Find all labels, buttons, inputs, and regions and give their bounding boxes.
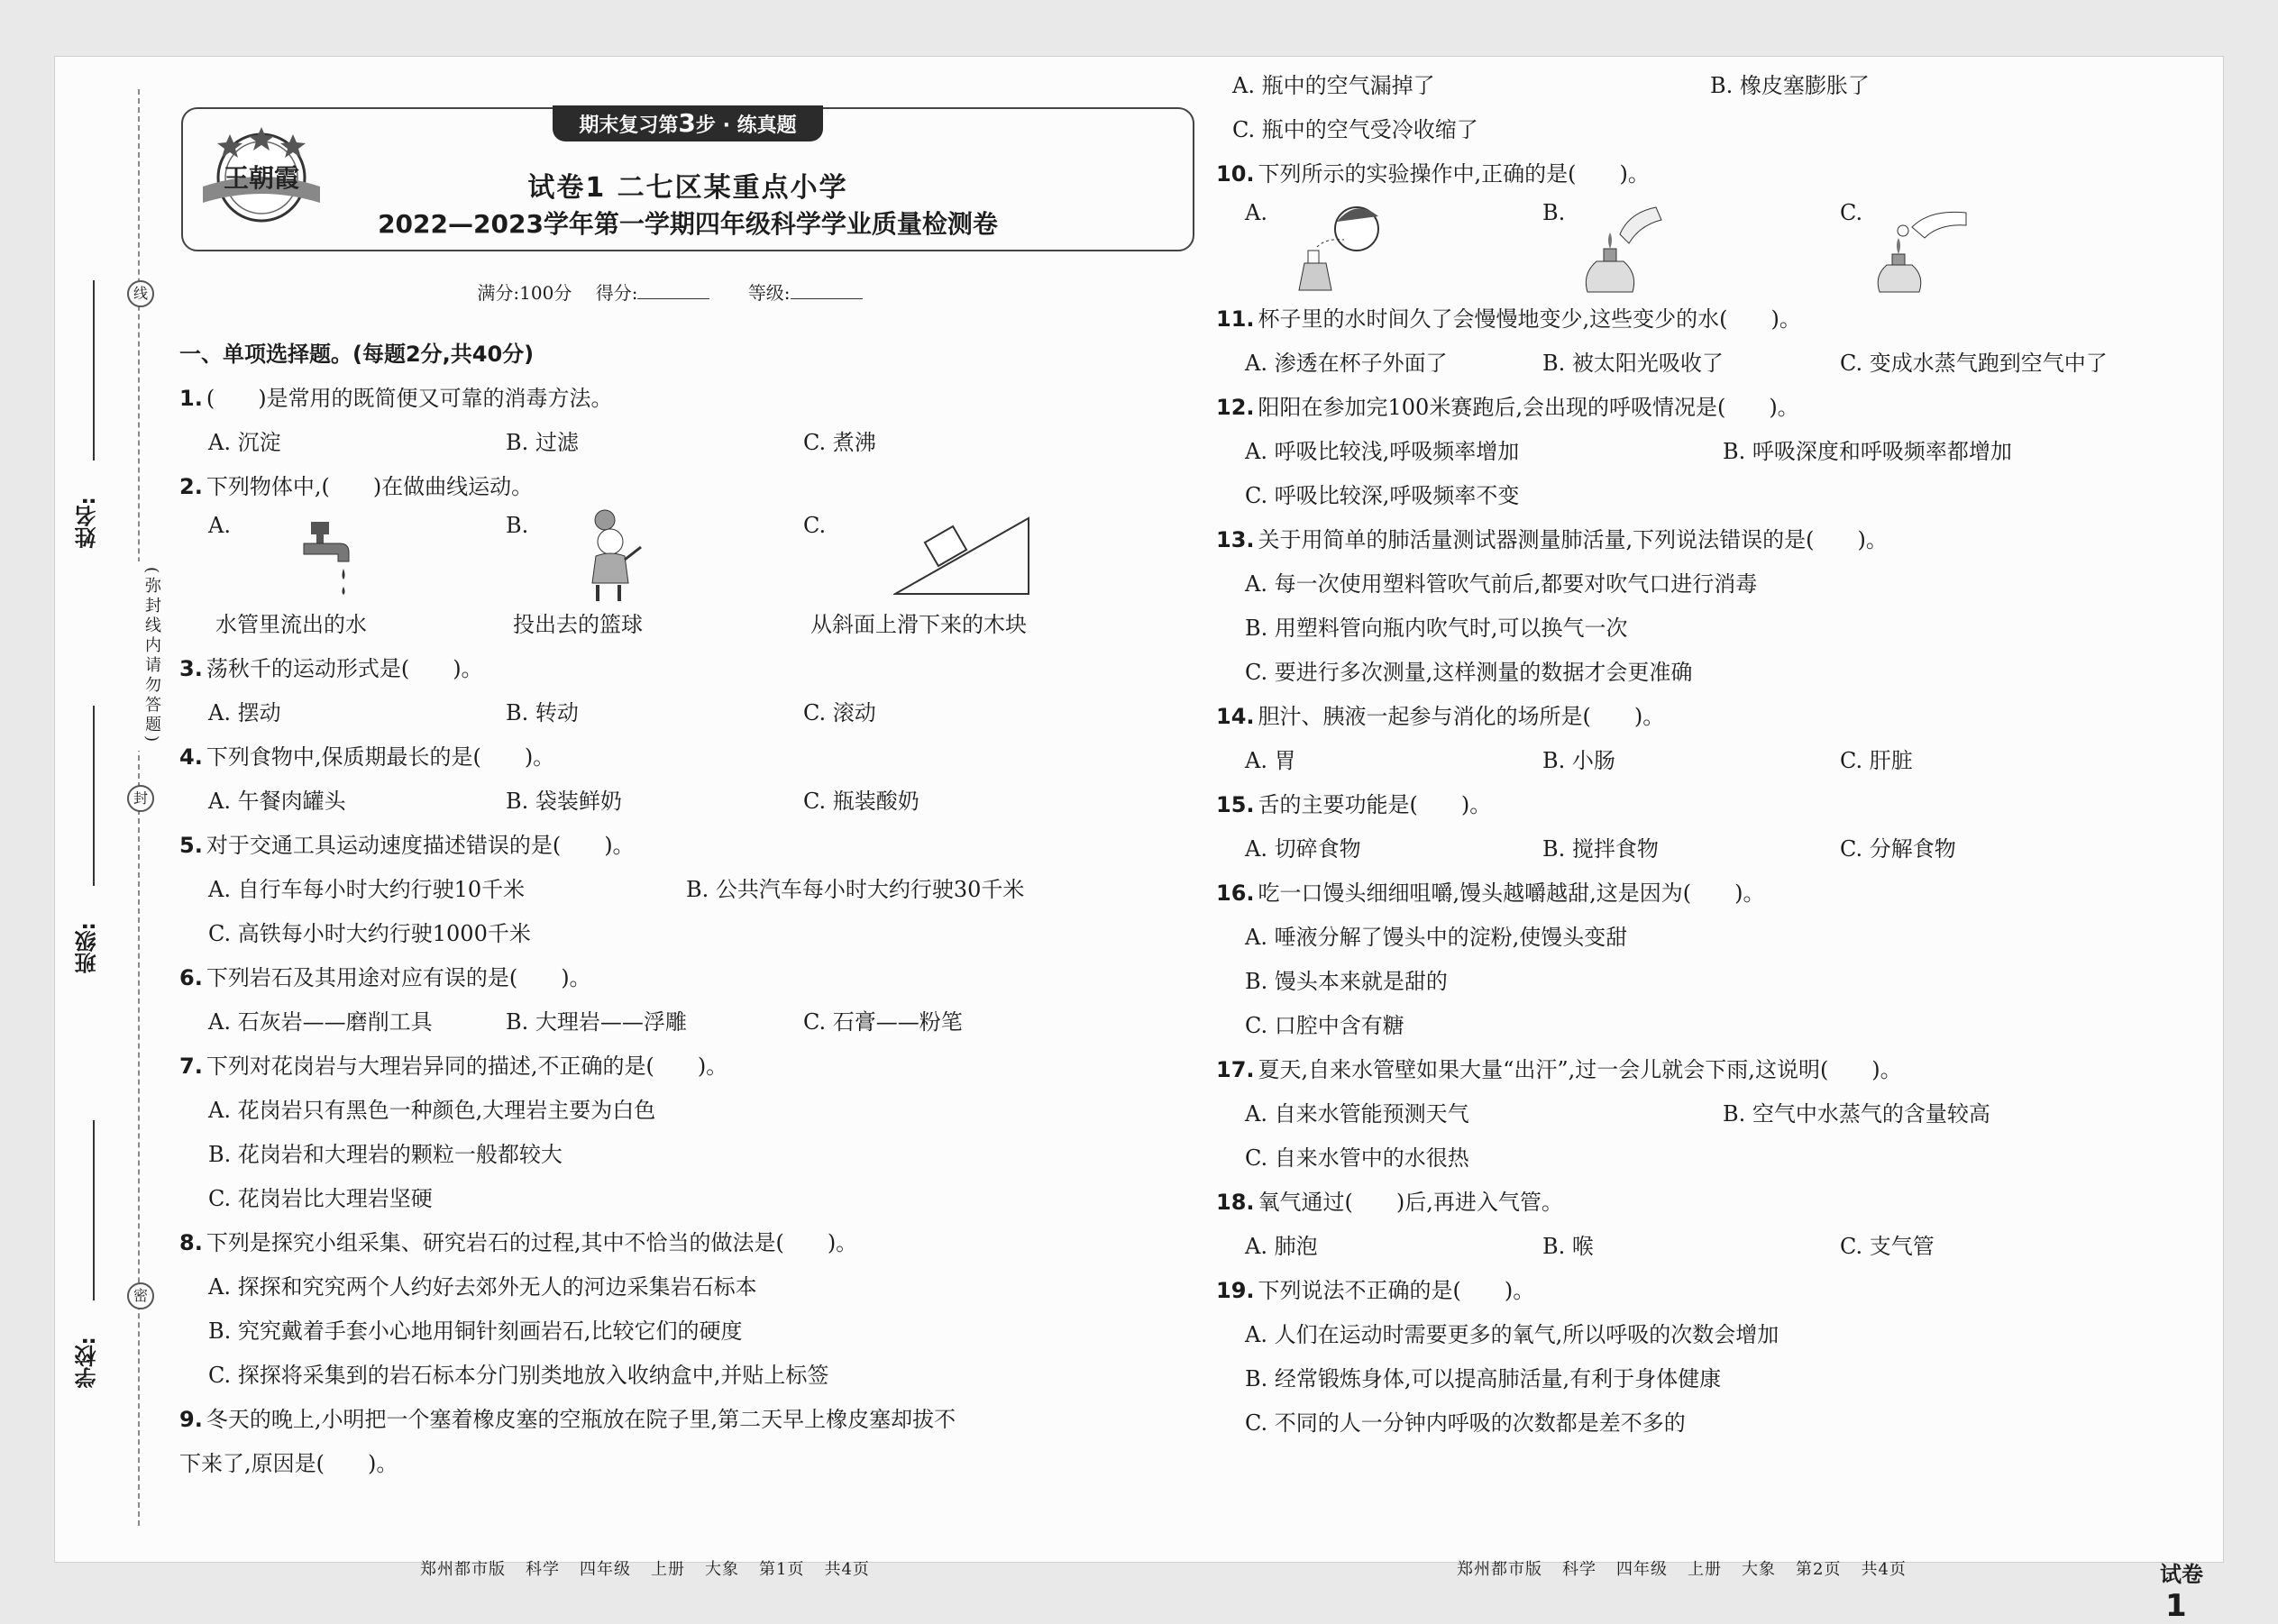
option-b[interactable]: B. 喉	[1542, 1234, 1594, 1259]
full-score: 满分:100分	[477, 282, 572, 304]
question-text: 吃一口馒头细细咀嚼,馒头越嚼越甜,这是因为( )。	[1258, 880, 1765, 906]
seal-char: 线	[127, 280, 154, 307]
binding-margin	[55, 57, 181, 1562]
question-text: 氧气通过( )后,再进入气管。	[1258, 1190, 1563, 1215]
question-3	[179, 647, 1189, 691]
question-9	[179, 1398, 1189, 1442]
name-field[interactable]	[71, 497, 116, 549]
option-c[interactable]: C. 探探将采集到的岩石标本分门别类地放入收纳盒中,并贴上标签	[208, 1363, 829, 1388]
score-blank[interactable]	[637, 298, 709, 299]
footer-item: 第2页	[1796, 1560, 1842, 1579]
options	[1216, 739, 2217, 783]
question-text: 下列说法不正确的是( )。	[1258, 1278, 1535, 1303]
footer-item: 第1页	[759, 1560, 805, 1579]
question-text: 胆汁、胰液一起参与消化的场所是( )。	[1258, 704, 1665, 729]
question-number: 19.	[1216, 1278, 1255, 1303]
exam-header	[181, 107, 1194, 251]
option-a[interactable]: A. 每一次使用塑料管吹气前后,都要对吹气口进行消毒	[1245, 571, 1758, 597]
option-c[interactable]: C. 瓶中的空气受冷收缩了	[1232, 117, 1478, 142]
option-b[interactable]: B. 橡皮塞膨胀了	[1710, 73, 1870, 98]
question-11	[1216, 297, 2217, 342]
option-a[interactable]: A. 自行车每小时大约行驶10千米	[208, 877, 526, 902]
question-number: 9.	[179, 1407, 203, 1432]
paper-label-text: 试卷	[2160, 1562, 2203, 1587]
seal-char: 封	[127, 785, 154, 812]
options	[179, 691, 1189, 735]
question-2	[179, 465, 1189, 509]
question-19	[1216, 1269, 2217, 1313]
question-number: 8.	[179, 1230, 203, 1255]
option-c[interactable]: C. 支气管	[1840, 1234, 1935, 1259]
score-label: 得分:	[595, 282, 638, 304]
option-b[interactable]	[1542, 196, 1840, 290]
option-label: A.	[1245, 200, 1267, 225]
review-step-tag	[553, 105, 823, 141]
option-a[interactable]: A. 石灰岩——磨削工具	[208, 1009, 433, 1035]
footer-item: 四年级	[1616, 1560, 1668, 1579]
option-b[interactable]: B. 空气中水蒸气的含量较高	[1723, 1101, 1990, 1127]
binding-note: (弥封线内请勿答题)	[118, 561, 163, 751]
seal-char: 密	[127, 1282, 154, 1309]
option-b[interactable]: B. 公共汽车每小时大约行驶30千米	[686, 877, 1025, 902]
class-label: 班级:	[75, 922, 100, 974]
question-14	[1216, 695, 2217, 739]
option-a[interactable]: A. 胃	[1245, 748, 1296, 773]
options	[179, 780, 1189, 824]
option-label: B.	[1542, 200, 1566, 225]
question-number: 14.	[1216, 704, 1255, 729]
question-number: 2.	[179, 474, 203, 499]
school-field[interactable]	[71, 1337, 116, 1389]
question-5	[179, 824, 1189, 868]
option-c[interactable]: C. 口腔中含有糖	[1245, 1013, 1404, 1038]
question-text: 关于用简单的肺活量测试器测量肺活量,下列说法错误的是( )。	[1258, 527, 1888, 552]
question-text: 下列岩石及其用途对应有误的是( )。	[206, 965, 591, 990]
option-c[interactable]: C. 滚动	[803, 700, 876, 725]
caption: 水管里流出的水	[215, 612, 367, 637]
option-b[interactable]: B. 小肠	[1542, 748, 1615, 773]
left-column	[179, 333, 1189, 1486]
right-column	[1216, 64, 2217, 1446]
question-text: 夏天,自来水管壁如果大量“出汗”,过一会儿就会下雨,这说明( )。	[1258, 1057, 1902, 1082]
option-b[interactable]	[506, 509, 803, 603]
option-c[interactable]: C. 要进行多次测量,这样测量的数据才会更准确	[1245, 660, 1693, 685]
exam-paper	[54, 56, 2224, 1624]
footer-item: 四年级	[580, 1560, 631, 1579]
option-a[interactable]: A. 自来水管能预测天气	[1245, 1101, 1469, 1127]
footer-item: 上册	[1688, 1560, 1722, 1579]
question-10	[1216, 152, 2217, 196]
class-field[interactable]	[71, 922, 116, 974]
options	[179, 421, 1189, 465]
question-17	[1216, 1048, 2217, 1092]
option-c[interactable]: C. 分解食物	[1840, 836, 1956, 862]
lamp-cap-icon	[1867, 200, 1975, 296]
question-text: ( )是常用的既简便又可靠的消毒方法。	[206, 386, 613, 411]
option-c[interactable]: C. 石膏——粉笔	[803, 1009, 963, 1035]
grade-blank[interactable]	[791, 298, 863, 299]
footer-item: 上册	[651, 1560, 685, 1579]
option-label: A.	[208, 513, 231, 538]
question-15	[1216, 783, 2217, 827]
question-2-captions	[179, 603, 1189, 647]
question-text: 冬天的晚上,小明把一个塞着橡皮塞的空瓶放在院子里,第二天早上橡皮塞却拔不	[206, 1407, 956, 1432]
grade-label: 等级:	[747, 282, 791, 304]
tag-suffix: 步 · 练真题	[695, 114, 797, 137]
question-number: 7.	[179, 1054, 203, 1079]
option-b[interactable]: B. 经常锻炼身体,可以提高肺活量,有利于身体健康	[1245, 1366, 1722, 1391]
name-line	[93, 280, 95, 461]
option-label: B.	[506, 513, 529, 538]
option-c[interactable]: C. 煮沸	[803, 430, 876, 455]
option-a[interactable]: A. 切碎食物	[1245, 836, 1361, 862]
question-number: 17.	[1216, 1057, 1255, 1082]
question-number: 5.	[179, 833, 203, 858]
question-text: 下列物体中,( )在做曲线运动。	[206, 474, 534, 499]
option-a[interactable]: A. 瓶中的空气漏掉了	[1232, 73, 1435, 98]
question-number: 4.	[179, 744, 203, 770]
options	[1216, 1225, 2217, 1269]
water-tap-icon	[298, 518, 361, 599]
question-number: 1.	[179, 386, 203, 411]
score-line	[181, 278, 1191, 305]
question-1	[179, 377, 1189, 421]
footer-right	[1457, 1556, 1926, 1580]
section-heading: 一、单项选择题。(每题2分,共40分)	[179, 342, 535, 367]
question-text: 舌的主要功能是( )。	[1258, 792, 1492, 817]
option-b[interactable]: B. 过滤	[506, 430, 579, 455]
school-line	[93, 1120, 95, 1300]
school-label: 学校:	[75, 1337, 100, 1389]
class-line	[93, 706, 95, 886]
options	[1216, 1092, 2217, 1136]
question-number: 6.	[179, 965, 203, 990]
option-c[interactable]: C. 不同的人一分钟内呼吸的次数都是差不多的	[1245, 1410, 1686, 1436]
option-a[interactable]: A. 花岗岩只有黑色一种颜色,大理岩主要为白色	[208, 1098, 656, 1123]
question-number: 11.	[1216, 306, 1255, 332]
option-c[interactable]: C. 自来水管中的水很热	[1245, 1145, 1469, 1171]
option-c[interactable]: C. 瓶装酸奶	[803, 789, 919, 814]
basketball-player-icon	[578, 509, 650, 603]
question-text: 下列是探究小组采集、研究岩石的过程,其中不恰当的做法是( )。	[206, 1230, 858, 1255]
lamp-lighting-icon	[1569, 198, 1669, 296]
footer-item: 共4页	[1861, 1560, 1907, 1579]
question-text: 下列对花岗岩与大理岩异同的描述,不正确的是( )。	[206, 1054, 728, 1079]
question-text: 荡秋千的运动形式是( )。	[206, 656, 483, 681]
footer-left	[420, 1556, 890, 1580]
option-b[interactable]: B. 被太阳光吸收了	[1542, 351, 1724, 376]
options	[179, 1000, 1189, 1045]
question-text: 阳阳在参加完100米赛跑后,会出现的呼吸情况是( )。	[1258, 395, 1799, 420]
option-label: C.	[1840, 200, 1863, 225]
option-c[interactable]: C. 高铁每小时大约行驶1000千米	[208, 921, 531, 946]
option-a[interactable]: A. 肺泡	[1245, 1234, 1318, 1259]
question-16	[1216, 871, 2217, 916]
footer-item: 共4页	[824, 1560, 870, 1579]
option-b[interactable]: B. 呼吸深度和呼吸频率都增加	[1723, 439, 2012, 464]
question-9-options	[1216, 64, 2217, 108]
question-number: 18.	[1216, 1190, 1255, 1215]
exam-title: 试卷1 二七区某重点小学	[527, 172, 848, 204]
question-text: 下列所示的实验操作中,正确的是( )。	[1258, 161, 1650, 187]
question-13	[1216, 518, 2217, 562]
option-b[interactable]: B. 花岗岩和大理岩的颗粒一般都较大	[208, 1142, 563, 1167]
options	[1216, 430, 2217, 474]
question-6	[179, 956, 1189, 1000]
question-number: 16.	[1216, 880, 1255, 906]
option-c[interactable]: C. 呼吸比较深,呼吸频率不变	[1245, 483, 1520, 508]
option-c[interactable]: C. 花岗岩比大理岩坚硬	[208, 1186, 433, 1211]
option-b[interactable]: B. 究究戴着手套小心地用铜针刻画岩石,比较它们的硬度	[208, 1318, 743, 1344]
paper-label-number: 1	[2165, 1588, 2187, 1624]
caption: 投出去的篮球	[513, 612, 643, 637]
footer-item: 大象	[705, 1560, 739, 1579]
question-number: 13.	[1216, 527, 1255, 552]
option-c[interactable]: C. 变成水蒸气跑到空气中了	[1840, 351, 2108, 376]
option-a[interactable]: A. 呼吸比较浅,呼吸频率增加	[1245, 439, 1520, 464]
smelling-experiment-icon	[1281, 202, 1389, 292]
option-b[interactable]: B. 馒头本来就是甜的	[1245, 969, 1448, 994]
caption: 从斜面上滑下来的木块	[810, 612, 1027, 637]
question-4	[179, 735, 1189, 780]
question-text-continued: 下来了,原因是( )。	[179, 1451, 398, 1476]
question-text: 下列食物中,保质期最长的是( )。	[206, 744, 555, 770]
option-label: C.	[803, 513, 827, 538]
question-12	[1216, 386, 2217, 430]
options	[1216, 827, 2217, 871]
option-b[interactable]: B. 大理岩——浮雕	[506, 1009, 687, 1035]
footer-item: 郑州都市版	[420, 1560, 506, 1579]
option-c[interactable]	[1840, 196, 2137, 290]
option-a[interactable]	[208, 509, 506, 603]
option-a[interactable]: A. 探探和究究两个人约好去郊外无人的河边采集岩石标本	[208, 1274, 757, 1300]
option-b[interactable]: B. 搅拌食物	[1542, 836, 1659, 862]
question-number: 3.	[179, 656, 203, 681]
option-a[interactable]: A. 人们在运动时需要更多的氧气,所以呼吸的次数会增加	[1245, 1322, 1779, 1347]
question-number: 12.	[1216, 395, 1255, 420]
option-b[interactable]: B. 用塑料管向瓶内吹气时,可以换气一次	[1245, 616, 1628, 641]
option-c[interactable]	[803, 509, 1101, 603]
question-7	[179, 1045, 1189, 1089]
svg-text:王朝霞: 王朝霞	[223, 163, 300, 193]
option-a[interactable]	[1245, 196, 1542, 290]
option-a[interactable]: A. 渗透在杯子外面了	[1245, 351, 1448, 376]
question-10-figures	[1216, 196, 2217, 297]
option-b[interactable]: B. 转动	[506, 700, 579, 725]
option-a[interactable]: A. 午餐肉罐头	[208, 789, 346, 814]
exam-subtitle: 2022—2023学年第一学期四年级科学学业质量检测卷	[378, 209, 998, 239]
question-number: 10.	[1216, 161, 1255, 187]
options	[1216, 342, 2217, 386]
option-a[interactable]: A. 沉淀	[208, 430, 281, 455]
name-label: 姓名:	[75, 497, 100, 549]
option-a[interactable]: A. 摆动	[208, 700, 281, 725]
question-number: 15.	[1216, 792, 1255, 817]
question-2-figures	[179, 509, 1189, 603]
footer-item: 大象	[1742, 1560, 1776, 1579]
footer-item: 科学	[526, 1560, 560, 1579]
incline-block-icon	[893, 515, 1038, 596]
footer-item: 科学	[1562, 1560, 1596, 1579]
question-text: 对于交通工具运动速度描述错误的是( )。	[206, 833, 635, 858]
option-a[interactable]: A. 唾液分解了馒头中的淀粉,使馒头变甜	[1245, 925, 1628, 950]
question-text: 杯子里的水时间久了会慢慢地变少,这些变少的水( )。	[1258, 306, 1801, 332]
question-18	[1216, 1181, 2217, 1225]
option-c[interactable]: C. 肝脏	[1840, 748, 1913, 773]
question-8	[179, 1221, 1189, 1265]
tag-step-number: 3	[678, 108, 696, 138]
tag-prefix: 期末复习第	[579, 114, 679, 137]
option-b[interactable]: B. 袋装鲜奶	[506, 789, 622, 814]
footer-item: 郑州都市版	[1457, 1560, 1542, 1579]
paper-number-label	[2160, 1556, 2223, 1624]
options	[179, 868, 1189, 912]
